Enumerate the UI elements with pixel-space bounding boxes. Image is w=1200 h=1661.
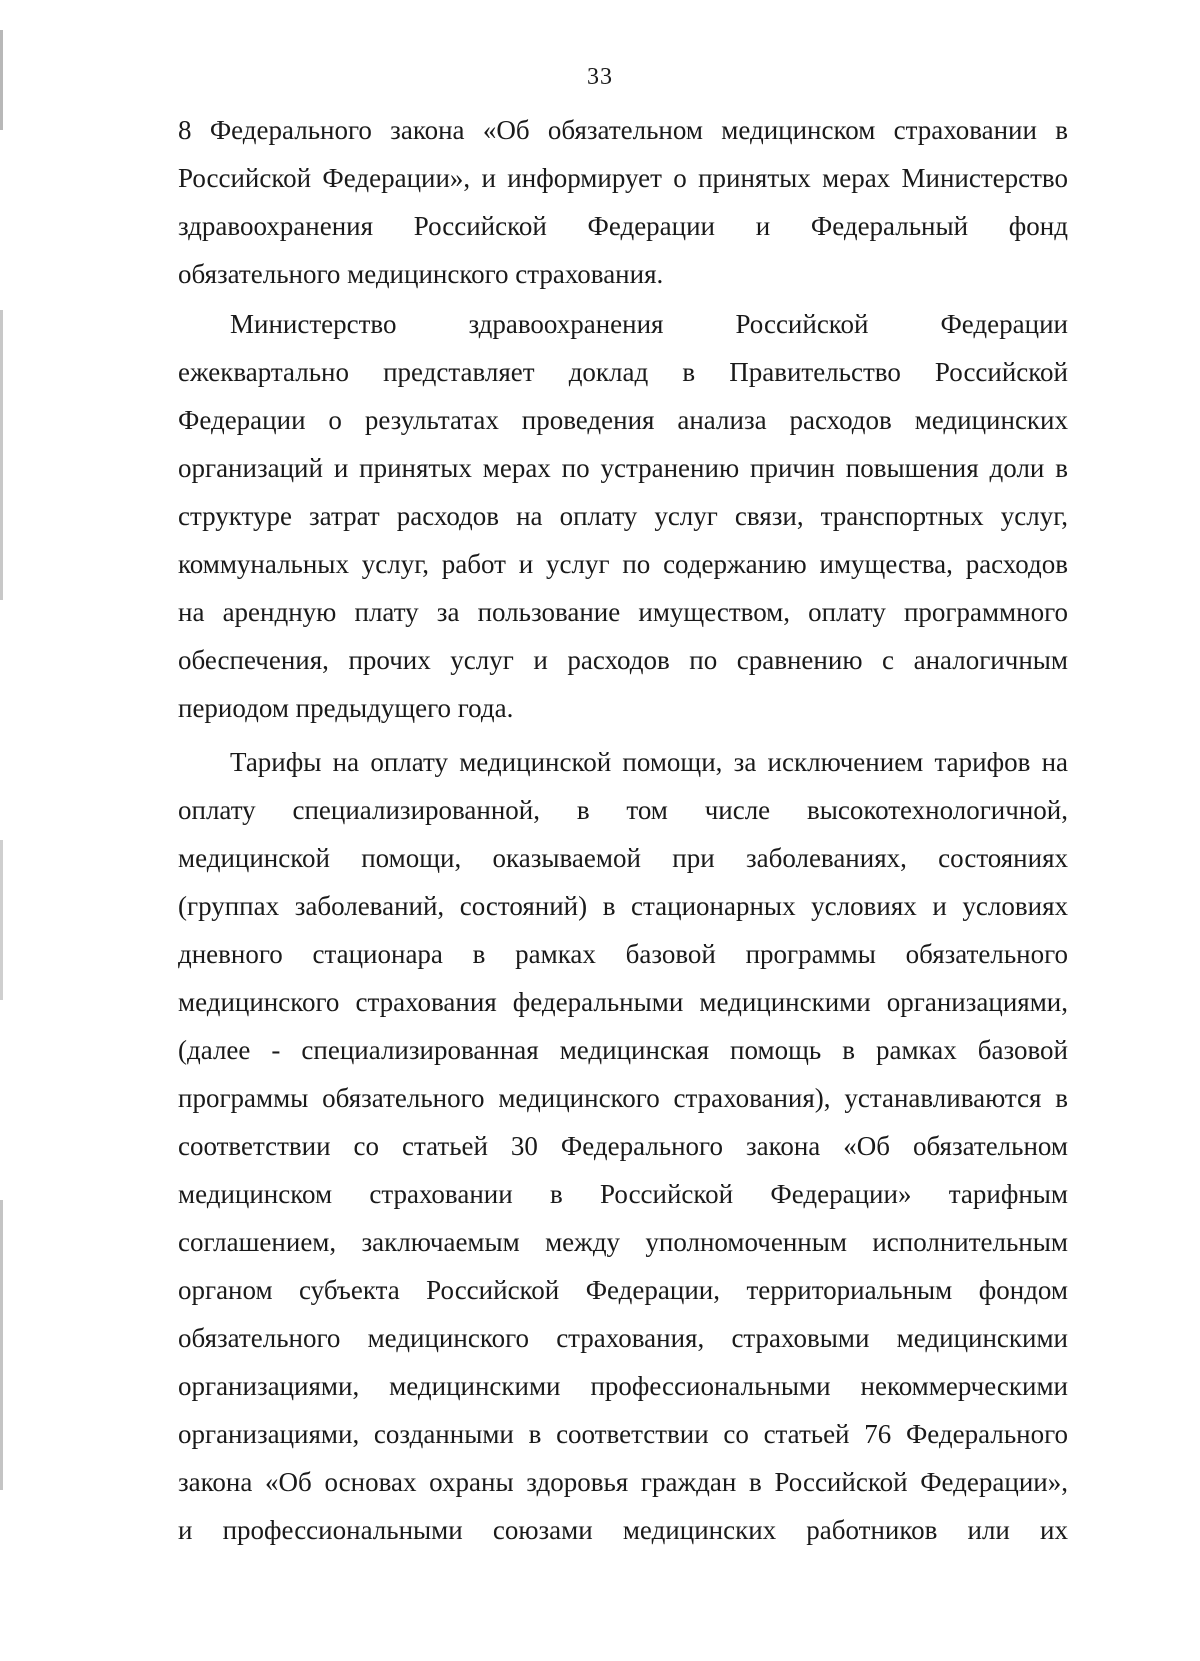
text-line: соответствии со статьей 30 Федерального закона «Об обязательном (178, 1131, 1068, 1161)
text-line: закона «Об основах охраны здоровья граждан в Российской Федерации», (178, 1467, 1068, 1497)
text-line: 8 Федерального закона «Об обязательном медицинском страховании в (178, 115, 1068, 145)
page-number: 33 (587, 64, 613, 90)
text-line: коммунальных услуг, работ и услуг по содержанию имущества, расходов (178, 549, 1068, 579)
text-line: на арендную плату за пользование имуществом, оплату программного (178, 597, 1068, 627)
document-body (178, 106, 1068, 1554)
text-line: организаций и принятых мерах по устранению причин повышения доли в (178, 453, 1068, 483)
text-line: обязательного медицинского страхования, страховыми медицинскими (178, 1323, 1068, 1353)
text-line: (группах заболеваний, состояний) в стационарных условиях и условиях (178, 891, 1068, 921)
text-line: дневного стационара в рамках базовой программы обязательного (178, 939, 1068, 969)
text-line: (далее - специализированная медицинская помощь в рамках базовой (178, 1035, 1068, 1065)
text-line: программы обязательного медицинского страхования), устанавливаются в (178, 1083, 1068, 1113)
text-line: Министерство здравоохранения Российской Федерации (230, 309, 1068, 339)
text-line: соглашением, заключаемым между уполномоченным исполнительным (178, 1227, 1068, 1257)
text-line: и профессиональными союзами медицинских работников или их (178, 1515, 1068, 1545)
text-line: здравоохранения Российской Федерации и Федеральный фонд (178, 211, 1068, 241)
text-line: медицинской помощи, оказываемой при заболеваниях, состояниях (178, 843, 1068, 873)
text-line: Российской Федерации», и информирует о принятых мерах Министерство (178, 163, 1068, 193)
text-line: медицинского страхования федеральными медицинскими организациями, (178, 987, 1068, 1017)
scan-edge-artifact (0, 0, 3, 1661)
text-line: оплату специализированной, в том числе высокотехнологичной, (178, 795, 1068, 825)
paragraph-1 (178, 106, 1068, 298)
text-line: Тарифы на оплату медицинской помощи, за исключением тарифов на (230, 747, 1068, 777)
text-line: структуре затрат расходов на оплату услуг связи, транспортных услуг, (178, 501, 1068, 531)
text-line: обеспечения, прочих услуг и расходов по сравнению с аналогичным (178, 645, 1068, 675)
text-line: организациями, созданными в соответствии со статьей 76 Федерального (178, 1419, 1068, 1449)
paragraph-3 (178, 738, 1068, 1554)
text-line: ежеквартально представляет доклад в Правительство Российской (178, 357, 1068, 387)
paragraph-2 (178, 300, 1068, 732)
text-line: медицинском страховании в Российской Федерации» тарифным (178, 1179, 1068, 1209)
text-line: организациями, медицинскими профессиональными некоммерческими (178, 1371, 1068, 1401)
text-line: органом субъекта Российской Федерации, территориальным фондом (178, 1275, 1068, 1305)
text-line: Федерации о результатах проведения анализа расходов медицинских (178, 405, 1068, 435)
text-line: обязательного медицинского страхования. (178, 259, 664, 289)
text-line: периодом предыдущего года. (178, 693, 514, 723)
